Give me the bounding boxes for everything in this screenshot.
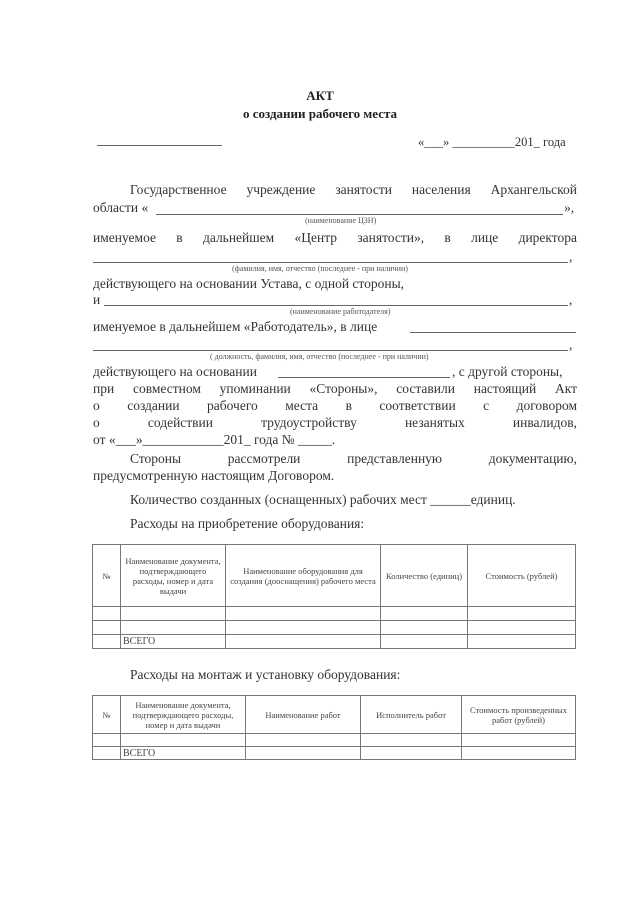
employer-rep-blank-2 xyxy=(93,350,568,351)
table2-heading: Расходы на монтаж и установку оборудования: xyxy=(130,667,401,682)
installation-expenses-table xyxy=(92,695,576,760)
para1-line4-suffix: , xyxy=(569,249,573,264)
para1-line9-suffix: , с другой стороны, xyxy=(452,364,563,379)
basis-document-blank xyxy=(278,377,450,378)
employer-rep-blank-1 xyxy=(410,332,576,333)
para1-line6-prefix: и xyxy=(93,292,101,307)
caption-employer-name: (наименование работодателя) xyxy=(290,307,391,316)
header-cell-contractor: Исполнитель работ xyxy=(361,696,462,734)
caption-director-fio: (фамилия, имя, отчество (последнее - при наличии) xyxy=(232,264,408,273)
para2-line2: предусмотренную настоящим Договором. xyxy=(93,468,335,483)
date-line xyxy=(418,134,566,150)
document-subtitle: о создании рабочего места xyxy=(242,106,398,121)
date-line-suffix: » __________201_ года xyxy=(443,135,566,149)
para1-line2-suffix: », xyxy=(564,200,575,215)
para1-line10: при совместном упоминании «Стороны», составили настоящий Акт xyxy=(93,381,577,396)
place-blank-line xyxy=(97,145,222,146)
table-row xyxy=(93,734,576,747)
header-cell-number: № xyxy=(93,696,121,734)
para1-line13: от «___»____________201_ года № _____. xyxy=(93,432,336,447)
header-cell-quantity: Количество (единиц) xyxy=(381,545,468,607)
header-cell-equipment-name: Наименование оборудования для создания (дооснащения) рабочего места xyxy=(226,545,381,607)
total-label: ВСЕГО xyxy=(121,747,246,760)
employment-center-name-blank xyxy=(156,214,563,215)
para2-line1: Стороны рассмотрели представленную документацию, xyxy=(130,451,577,466)
para1-line1: Государственное учреждение занятости населения Архангельской xyxy=(130,182,577,197)
date-line-prefix: « xyxy=(418,135,425,149)
table-row xyxy=(93,621,576,635)
para1-line9-prefix: действующего на основании xyxy=(93,364,257,379)
header-cell-document: Наименование документа, подтверждающего расходы, номер и дата выдачи xyxy=(121,545,226,607)
date-day-blank: ___ xyxy=(424,135,443,149)
para1-line12: о содействии трудоустройству незанятых инвалидов, xyxy=(93,415,577,430)
table-header-row xyxy=(93,545,576,607)
header-cell-number: № xyxy=(93,545,121,607)
total-label: ВСЕГО xyxy=(121,635,226,649)
workplaces-count-line: Количество созданных (оснащенных) рабочих мест ______единиц. xyxy=(130,492,516,507)
document-title: АКТ xyxy=(306,88,334,103)
caption-czn-name: (наименование ЦЗН) xyxy=(305,216,377,225)
para1-line2-prefix: области « xyxy=(93,200,149,215)
caption-rep-fio: ( должность, фамилия, имя, отчество (последнее - при наличии) xyxy=(210,352,429,361)
header-cell-document: Наименование документа, подтверждающего расходы, номер и дата выдачи xyxy=(121,696,246,734)
para1-line8-suffix: , xyxy=(569,337,573,352)
table-row xyxy=(93,607,576,621)
para1-line5: действующего на основании Устава, с одной стороны, xyxy=(93,276,405,291)
equipment-expenses-table xyxy=(92,544,576,649)
table-total-row xyxy=(93,747,576,760)
para1-line6-suffix: , xyxy=(569,292,573,307)
table-header-row xyxy=(93,696,576,734)
header-cell-works-name: Наименование работ xyxy=(246,696,361,734)
table-total-row xyxy=(93,635,576,649)
header-cell-cost: Стоимость (рублей) xyxy=(468,545,576,607)
table1-heading: Расходы на приобретение оборудования: xyxy=(130,516,365,531)
para1-line3: именуемое в дальнейшем «Центр занятости», в лице директора xyxy=(93,230,577,245)
para1-line7: именуемое в дальнейшем «Работодатель», в лице xyxy=(93,319,378,334)
director-name-blank xyxy=(93,262,568,263)
header-cell-works-cost: Стоимость произведенных работ (рублей) xyxy=(462,696,576,734)
para1-line11: о создании рабочего места в соответствии с договором xyxy=(93,398,577,413)
employer-name-blank xyxy=(104,305,568,306)
